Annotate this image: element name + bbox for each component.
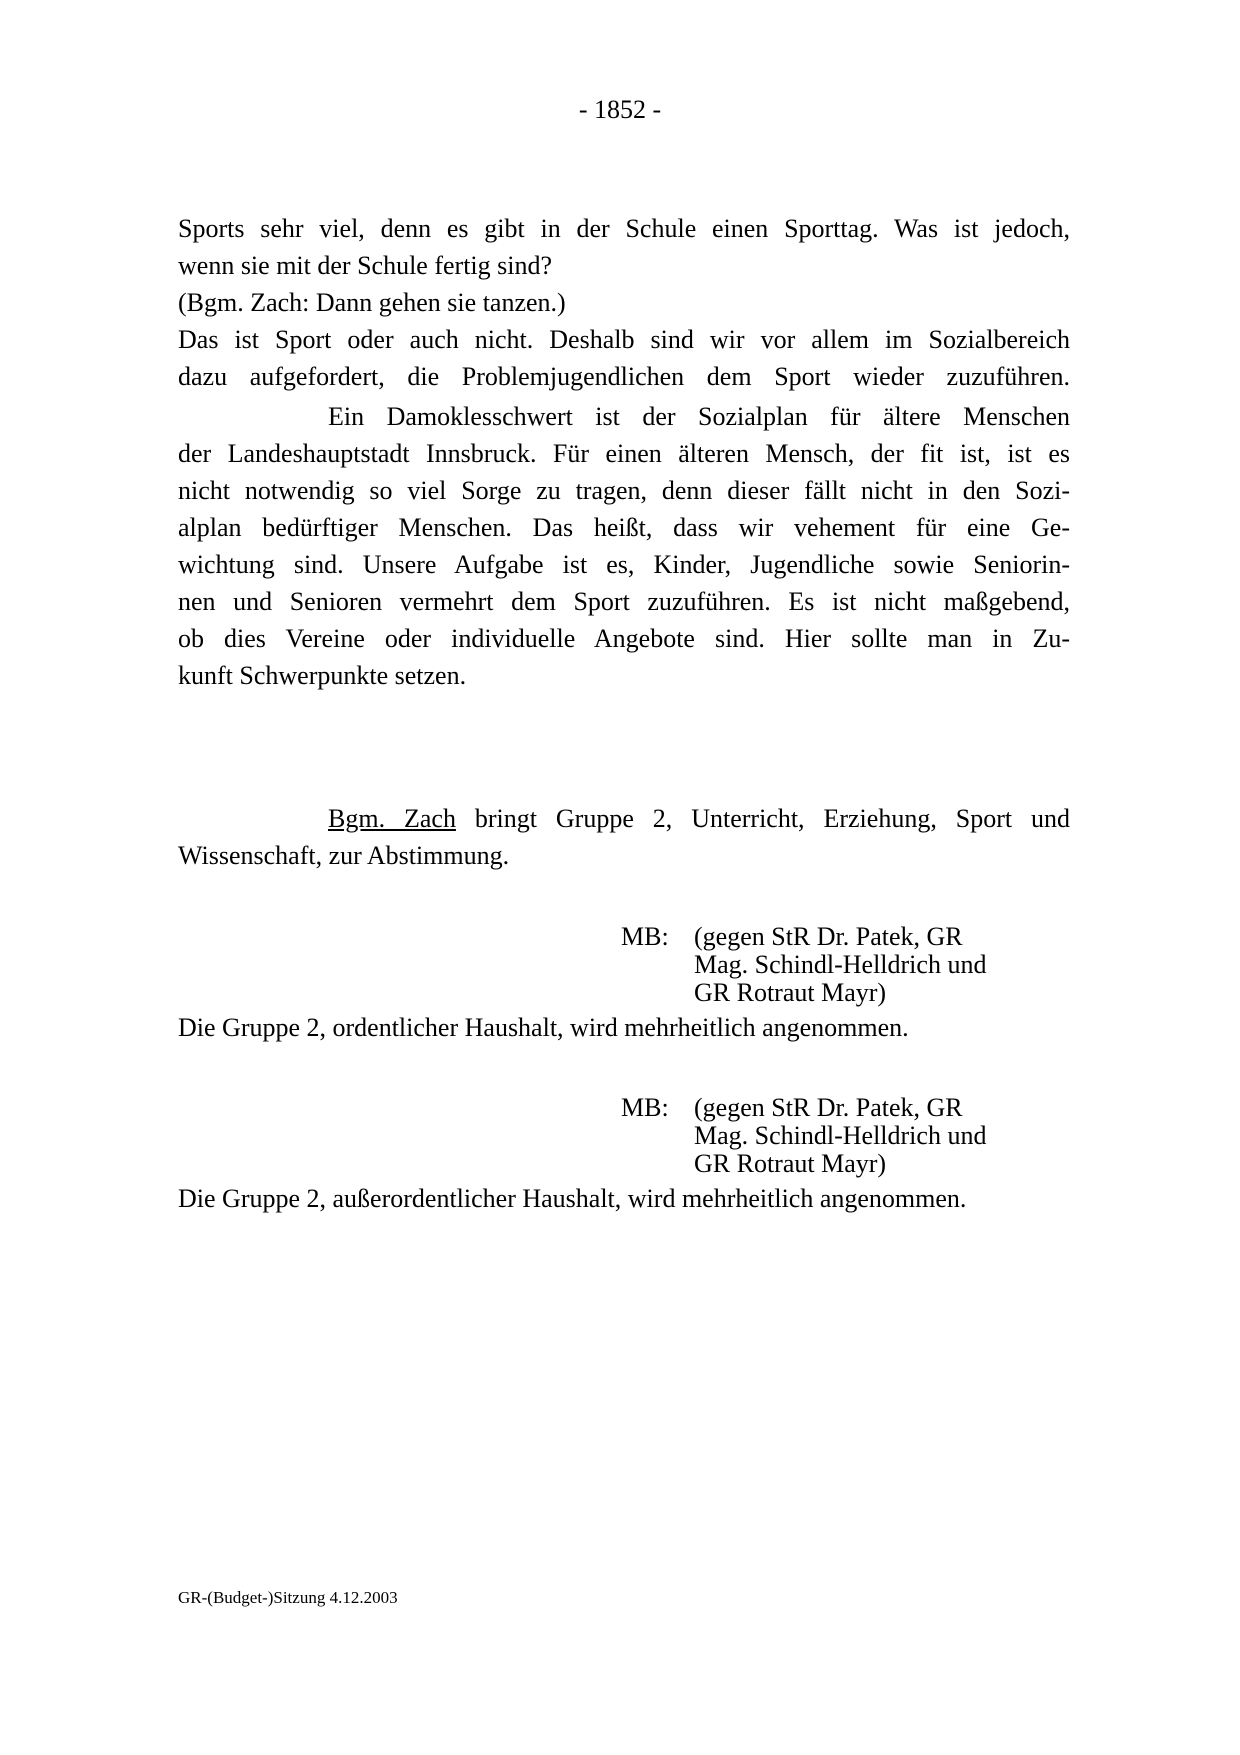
text-line: kunft Schwerpunkte setzen.: [178, 661, 467, 690]
speaker-name: Bgm. Zach: [328, 804, 456, 833]
text-line: alplan bedürftiger Menschen. Das heißt, dass wir vehement für eine Ge-: [178, 513, 1070, 542]
text-line: nicht notwendig so viel Sorge zu tragen, denn dieser fällt nicht in den Sozi-: [178, 476, 1070, 505]
vote-line: (gegen StR Dr. Patek, GR: [694, 922, 963, 951]
text-line: ob dies Vereine oder individuelle Angebote sind. Hier sollte man in Zu-: [178, 624, 1070, 653]
text-line: wenn sie mit der Schule fertig sind?: [178, 251, 553, 280]
page-number: - 1852 -: [578, 95, 662, 124]
vote-against-list: [694, 1094, 986, 1178]
vote-label: MB:: [621, 1093, 669, 1122]
text-line: Das ist Sport oder auch nicht. Deshalb sind wir vor allem im Sozialbereich: [178, 325, 1070, 354]
vote-result-1: Die Gruppe 2, ordentlicher Haushalt, wird mehrheitlich angenommen.: [178, 1013, 909, 1042]
vote-line: Mag. Schindl-Helldrich und: [694, 950, 987, 979]
text-fragment: bringt Gruppe 2, Unterricht, Erziehung, Sport und: [455, 804, 1071, 833]
text-line: Wissenschaft, zur Abstimmung.: [178, 841, 510, 870]
text-line: Sports sehr viel, denn es gibt in der Schule einen Sporttag. Was ist jedoch,: [178, 214, 1070, 243]
paragraph-sports: [178, 210, 1070, 395]
paragraph-abstimmung: [178, 800, 1070, 874]
vote-line: Mag. Schindl-Helldrich und: [694, 1121, 987, 1150]
vote-result-2: Die Gruppe 2, außerordentlicher Haushalt, wird mehrheitlich angenommen.: [178, 1184, 967, 1213]
footer-session-date: GR-(Budget-)Sitzung 4.12.2003: [178, 1588, 398, 1607]
text-line: dazu aufgefordert, die Problemjugendlichen dem Sport wieder zuzuführen.: [178, 362, 1070, 391]
vote-line: GR Rotraut Mayr): [694, 978, 887, 1007]
vote-line: GR Rotraut Mayr): [694, 1149, 887, 1178]
text-line: [178, 800, 1070, 837]
text-line: der Landeshauptstadt Innsbruck. Für einen älteren Mensch, der fit ist, ist es: [178, 439, 1070, 468]
vote-line: (gegen StR Dr. Patek, GR: [694, 1093, 963, 1122]
paragraph-sozialplan: [178, 398, 1070, 694]
text-line: nen und Senioren vermehrt dem Sport zuzuführen. Es ist nicht maßgebend,: [178, 587, 1070, 616]
text-line: wichtung sind. Unsere Aufgabe ist es, Kinder, Jugendliche sowie Seniorin-: [178, 550, 1070, 579]
text-line: Ein Damoklesschwert ist der Sozialplan für ältere Menschen: [328, 402, 1070, 431]
text-line: (Bgm. Zach: Dann gehen sie tanzen.): [178, 288, 566, 317]
vote-against-list: [694, 923, 986, 1007]
vote-label: MB:: [621, 922, 669, 951]
